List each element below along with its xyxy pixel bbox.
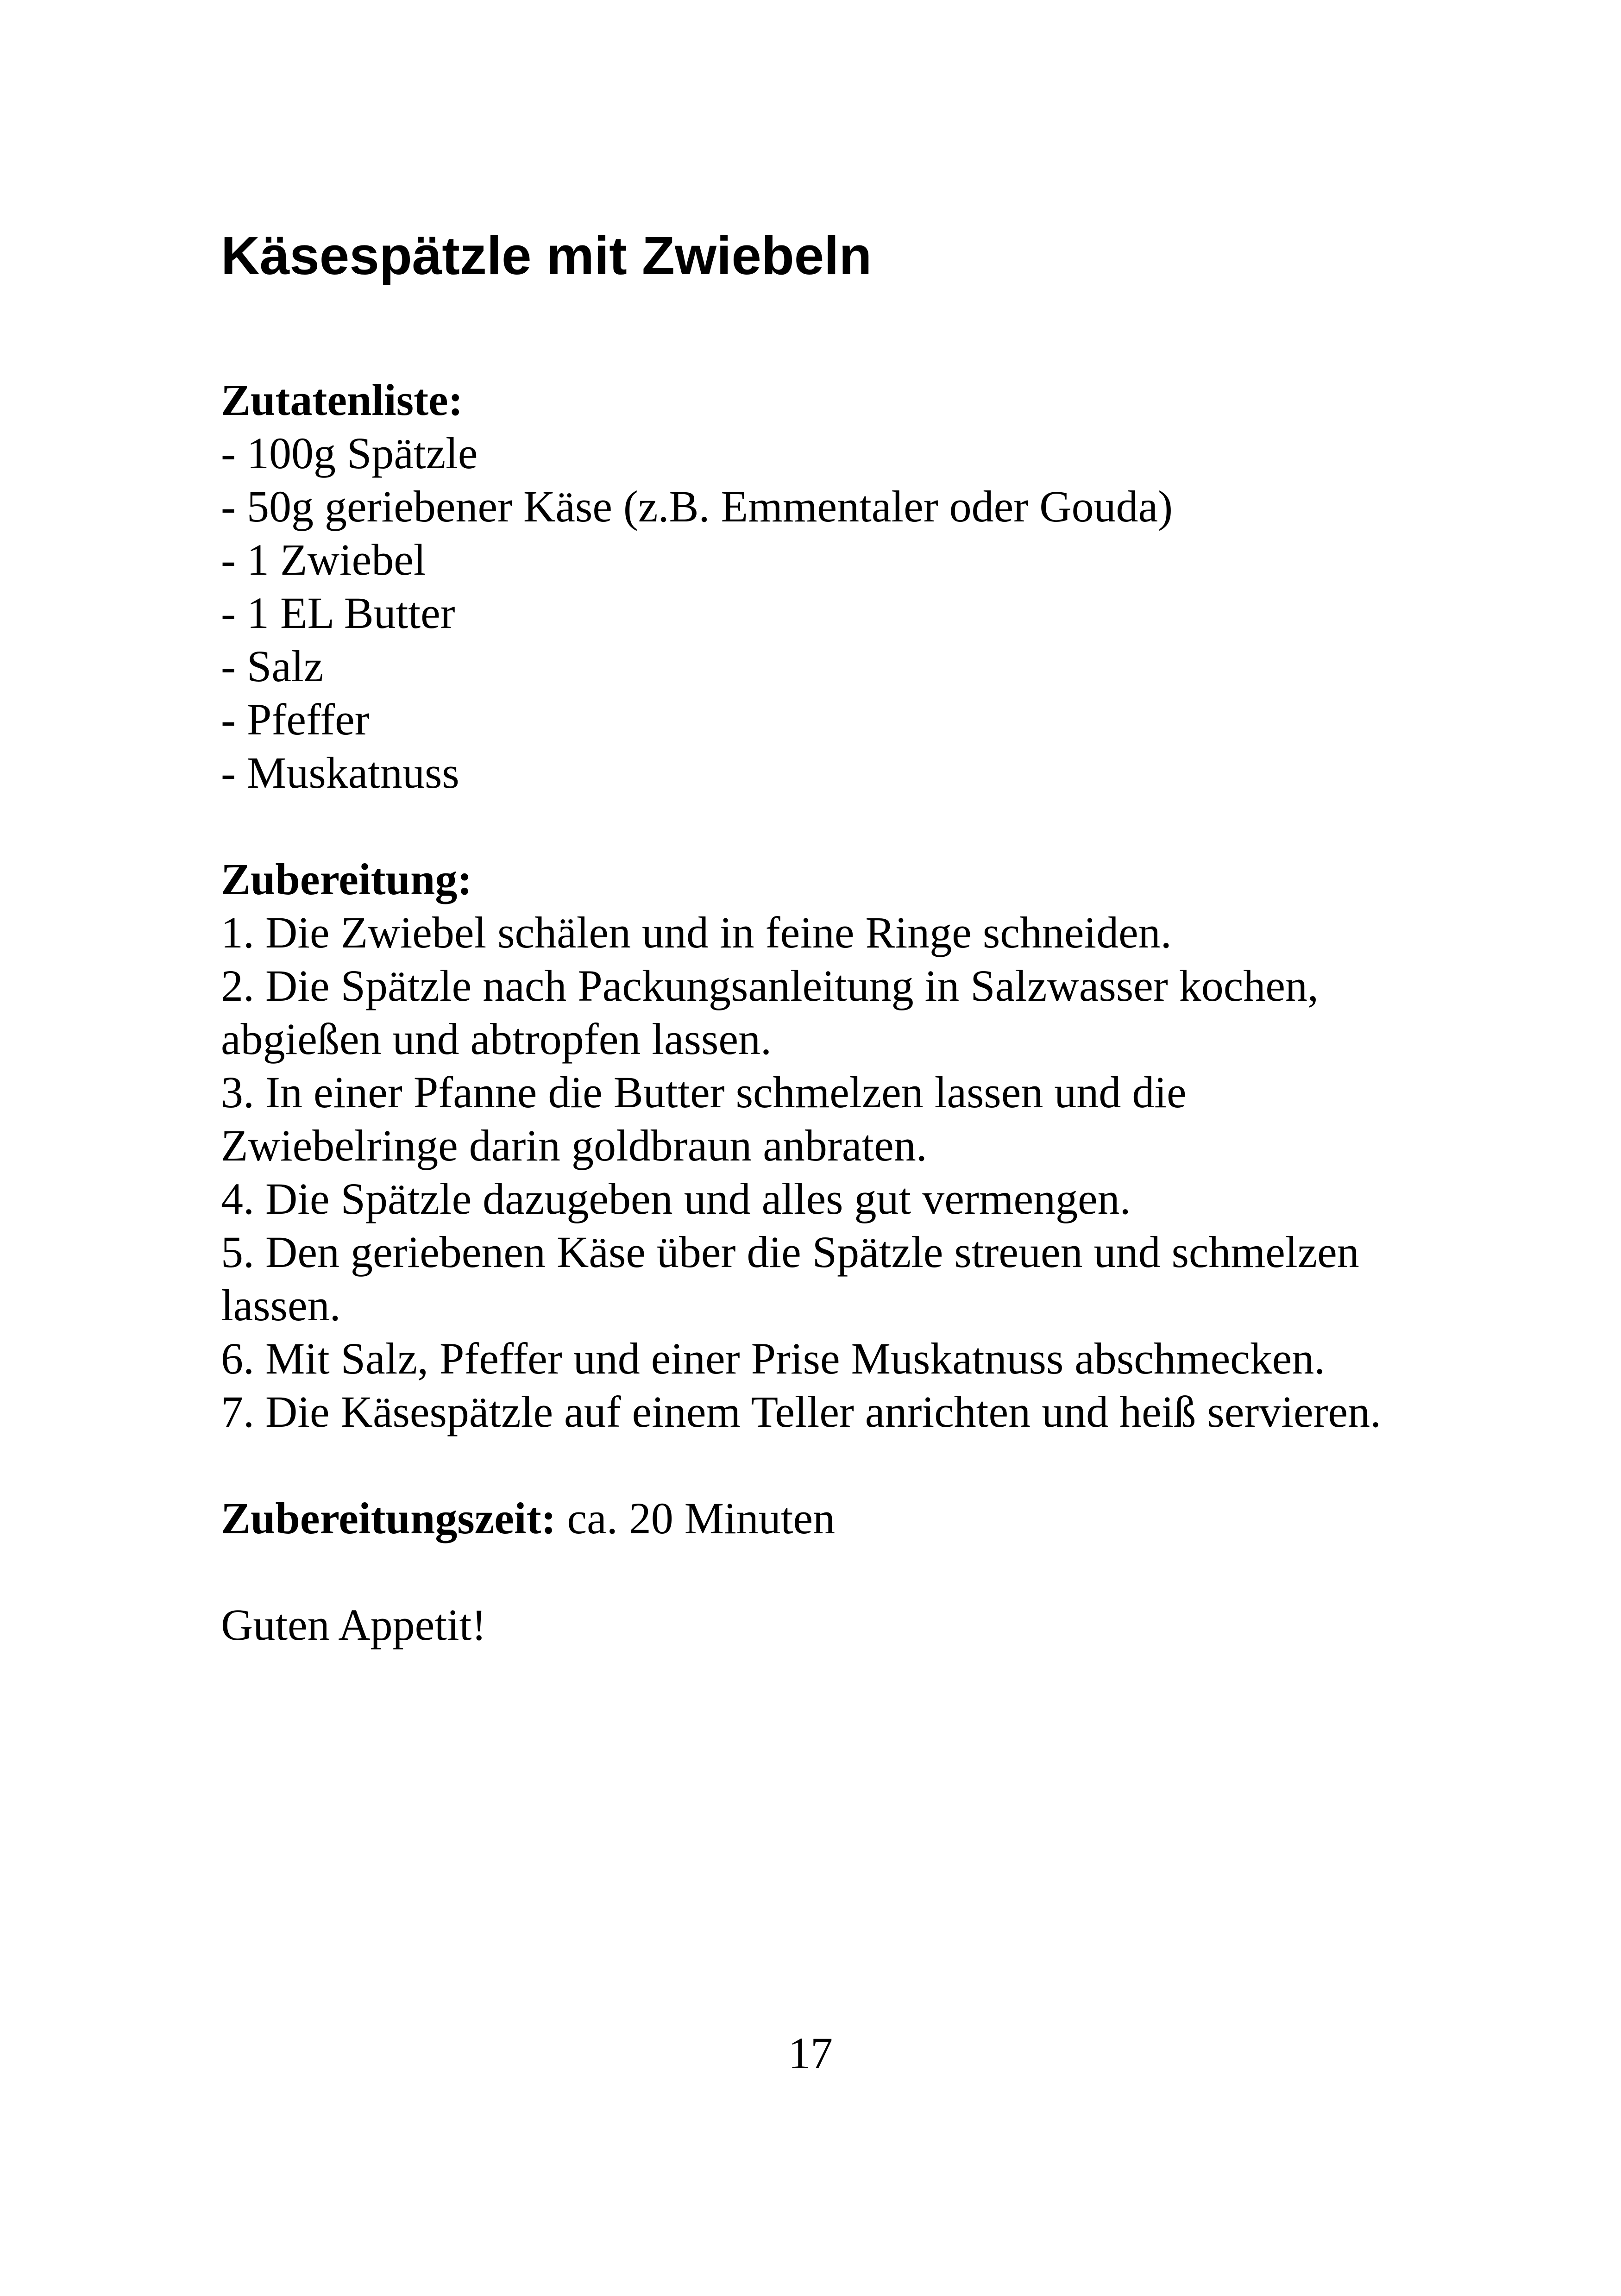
ingredient-item: - 1 EL Butter	[221, 588, 455, 638]
closing-text: Guten Appetit!	[221, 1600, 487, 1650]
recipe-content	[221, 220, 1425, 1651]
ingredients-list	[221, 427, 1425, 799]
ingredients-section	[221, 373, 1425, 799]
preparation-step: 7. Die Käsespätzle auf einem Teller anrichten und heiß servieren.	[221, 1387, 1382, 1437]
preparation-heading: Zubereitung:	[221, 854, 472, 904]
ingredients-heading: Zutatenliste:	[221, 375, 463, 425]
preparation-step: 6. Mit Salz, Pfeffer und einer Prise Muskatnuss abschmecken.	[221, 1334, 1326, 1383]
preparation-step: 1. Die Zwiebel schälen und in feine Ringe schneiden.	[221, 908, 1172, 957]
preparation-step: 3. In einer Pfanne die Butter schmelzen lassen und die Zwiebelringe darin goldbraun anbraten.	[221, 1067, 1187, 1170]
preparation-time-value: ca. 20 Minuten	[567, 1493, 836, 1543]
preparation-step: 2. Die Spätzle nach Packungsanleitung in Salzwasser kochen, abgießen und abtropfen lassen.	[221, 961, 1319, 1064]
preparation-steps	[221, 906, 1425, 1438]
page-number: 17	[788, 2028, 833, 2078]
preparation-step: 4. Die Spätzle dazugeben und alles gut vermengen.	[221, 1174, 1131, 1223]
ingredient-item: - 100g Spätzle	[221, 428, 478, 478]
recipe-title: Käsespätzle mit Zwiebeln	[221, 226, 872, 286]
preparation-step: 5. Den geriebenen Käse über die Spätzle streuen und schmelzen lassen.	[221, 1227, 1359, 1330]
preparation-section	[221, 853, 1425, 1438]
ingredient-item: - 50g geriebener Käse (z.B. Emmentaler oder Gouda)	[221, 482, 1173, 531]
ingredient-item: - Pfeffer	[221, 695, 370, 744]
ingredient-item: - 1 Zwiebel	[221, 535, 426, 584]
preparation-time-label: Zubereitungszeit:	[221, 1493, 567, 1543]
preparation-time	[221, 1492, 1425, 1545]
ingredient-item: - Muskatnuss	[221, 748, 459, 797]
ingredient-item: - Salz	[221, 641, 324, 691]
